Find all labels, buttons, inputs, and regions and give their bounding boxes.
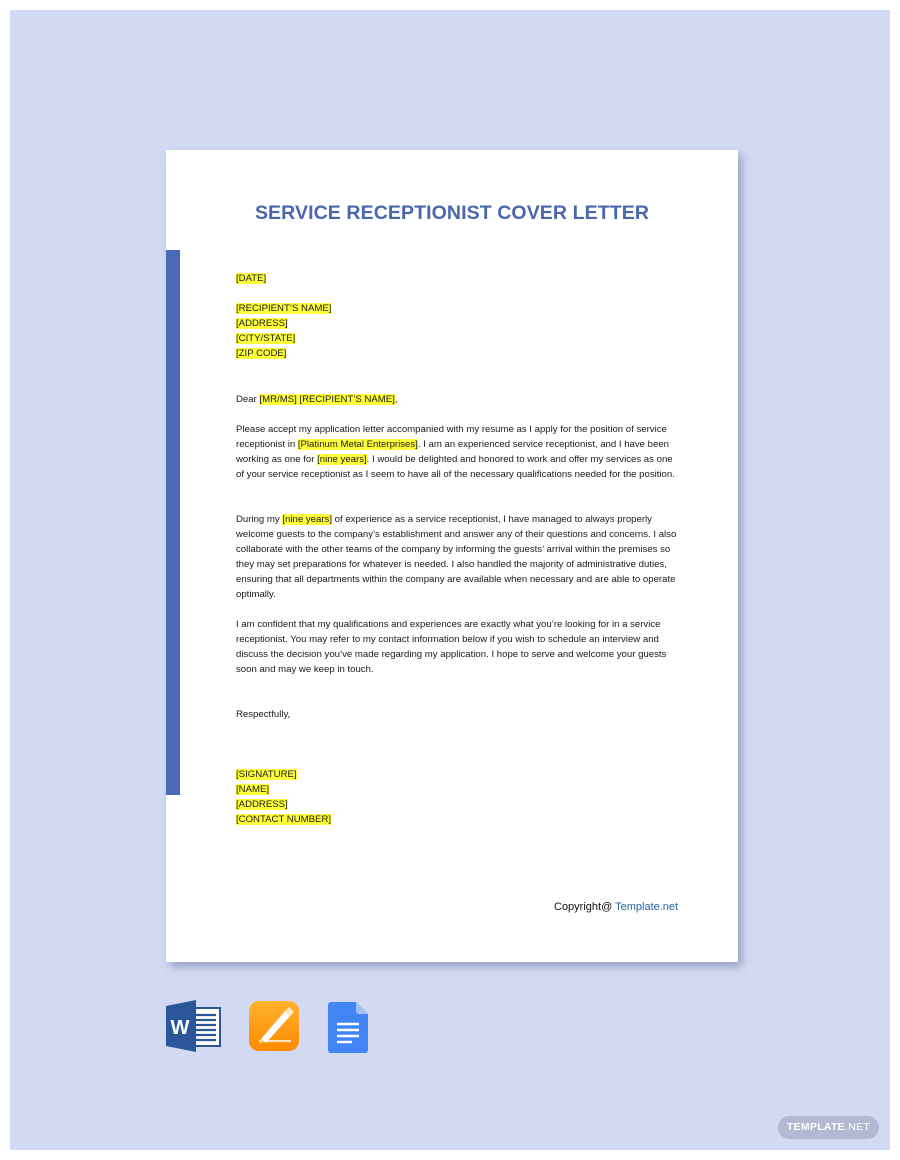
paragraph-3 bbox=[236, 617, 678, 677]
recipient-block bbox=[236, 301, 686, 361]
paragraph-2-text-a: During my bbox=[236, 514, 283, 525]
closing bbox=[236, 707, 686, 722]
date-placeholder: [DATE] bbox=[236, 273, 267, 284]
template-net-watermark bbox=[778, 1116, 879, 1139]
sender-name-placeholder: [NAME] bbox=[236, 784, 270, 795]
word-icon[interactable] bbox=[166, 1000, 222, 1057]
closing-text: Respectfully, bbox=[236, 709, 291, 720]
template-net-link[interactable]: Template.net bbox=[615, 901, 679, 913]
svg-text:W: W bbox=[170, 1017, 190, 1039]
paragraph-2-text-b: of experience as a service receptionist, I have managed to always properly welcome guests to the company’s establishment and answer any of their questions and concerns. I also collaborate with the other teams of the company by informing the guests’ arrival within the premises so they may set preparations for whatever is needed. I also handled the majority of administrative duties, ensuring that all departments within the company are available when necessary and are able to operate optimally. bbox=[236, 514, 677, 600]
copyright-label: Copyright@ bbox=[554, 901, 616, 913]
sender-block bbox=[236, 767, 686, 827]
paragraph-2 bbox=[236, 512, 678, 602]
signature-placeholder: [SIGNATURE] bbox=[236, 769, 297, 780]
company-placeholder: [Platinum Metal Enterprises] bbox=[297, 439, 418, 450]
recipient-name-placeholder: [RECIPIENT’S NAME] bbox=[236, 303, 332, 314]
paragraph-1-text-b: . I am an experienced service receptionist, and I have been working as one for bbox=[236, 439, 670, 465]
watermark-bold: TEMPLATE bbox=[786, 1121, 846, 1133]
contact-number-placeholder: [CONTACT NUMBER] bbox=[236, 814, 332, 825]
google-docs-icon[interactable] bbox=[328, 1002, 370, 1059]
date-block bbox=[236, 271, 686, 286]
watermark-thin: .NET bbox=[845, 1121, 871, 1133]
recipient-city-state-placeholder: [CITY/STATE] bbox=[236, 333, 296, 344]
salutation bbox=[236, 392, 686, 407]
years-placeholder: [nine years] bbox=[317, 454, 367, 465]
salutation-suffix: , bbox=[394, 394, 398, 405]
recipient-zip-placeholder: [ZIP CODE] bbox=[236, 348, 287, 359]
accent-side-bar bbox=[166, 250, 180, 795]
paragraph-3-text: I am confident that my qualifications and experiences are exactly what you’re looking for in a service receptionist. You may refer to my contact information below if you wish to schedule an interview and discuss the decision you’ve made regarding my application. I hope to serve and welcome your guests soon and may we keep in touch. bbox=[236, 619, 667, 675]
years-placeholder-2: [nine years] bbox=[282, 514, 332, 525]
sender-address-placeholder: [ADDRESS] bbox=[236, 799, 288, 810]
document-title: SERVICE RECEPTIONIST COVER LETTER bbox=[254, 202, 650, 224]
copyright-notice bbox=[554, 901, 678, 913]
salutation-placeholder: [MR/MS] [RECIPIENT’S NAME] bbox=[259, 394, 395, 405]
paragraph-1 bbox=[236, 422, 678, 482]
document-page bbox=[166, 150, 738, 962]
pages-icon[interactable] bbox=[249, 1001, 301, 1058]
paragraph-1-text-c: . I would be delighted and honored to work and offer my services as one of your service receptionist as I seem to have all of the necessary qualifications needed for the position. bbox=[236, 454, 675, 480]
salutation-prefix: Dear bbox=[236, 394, 260, 405]
recipient-address-placeholder: [ADDRESS] bbox=[236, 318, 288, 329]
paragraph-1-text-a: Please accept my application letter accompanied with my resume as I apply for the position of service receptionist in bbox=[236, 424, 667, 450]
